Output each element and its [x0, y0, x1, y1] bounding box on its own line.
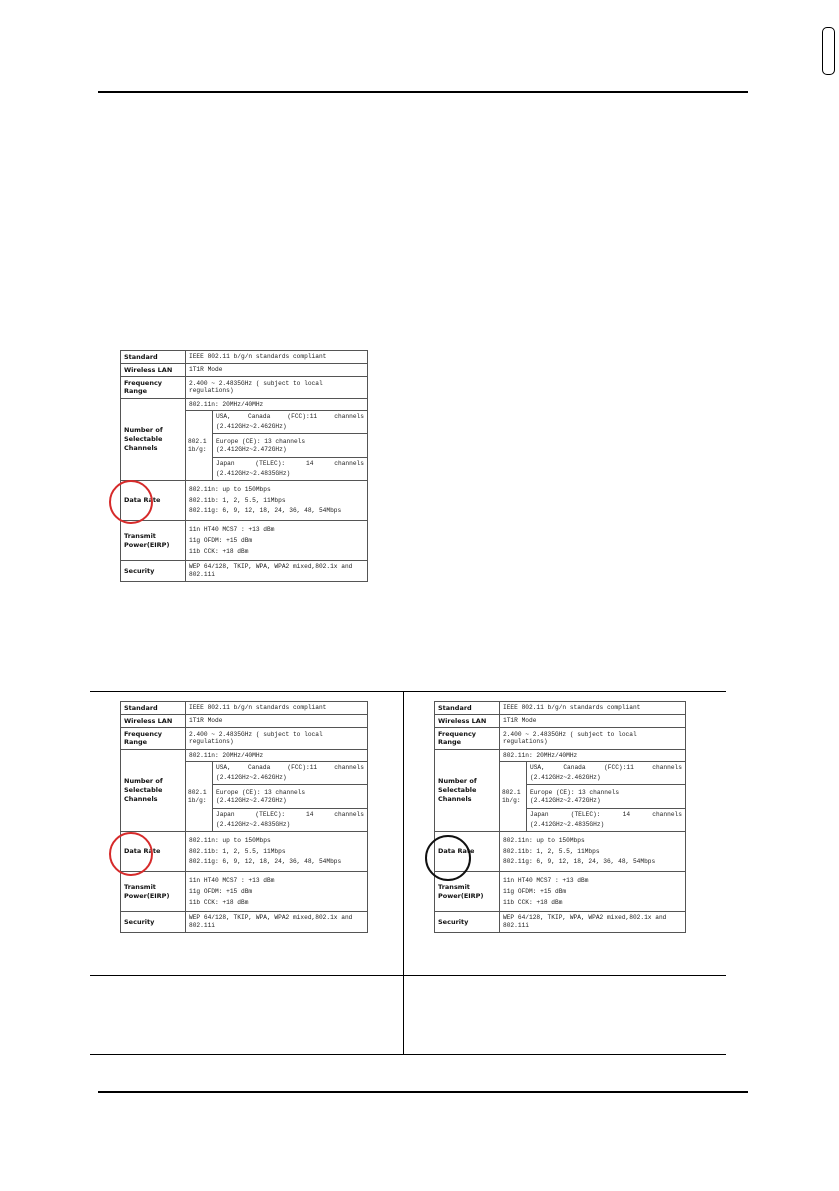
rate-11g: 802.11g: 6, 9, 12, 18, 24, 36, 48, 54Mbps: [503, 858, 656, 866]
usa-canada: Canada: [563, 764, 586, 772]
channels-bg-values: [527, 762, 685, 831]
channels-bg-label-line: 802.1: [188, 788, 207, 796]
cell-data-rate-label: Data Rate: [121, 831, 186, 871]
japan-count: 14: [305, 460, 314, 468]
cell-power-value: [186, 872, 368, 912]
channels-bg-label-line: 802.1: [502, 788, 521, 796]
japan-channels: channels: [334, 460, 364, 468]
channels-label-line: Number of: [124, 776, 163, 785]
row-standard: [435, 702, 686, 715]
rate-11g: 802.11g: 6, 9, 12, 18, 24, 36, 48, 54Mbps: [189, 507, 342, 515]
channels-japan-line: [216, 811, 364, 819]
example-image-right: [434, 701, 686, 947]
cell-security-label: Security: [435, 912, 500, 933]
row-channels: [121, 749, 368, 831]
compare-top-rule: [90, 691, 726, 692]
channels-japan: [213, 809, 367, 831]
japan-country: Japan: [216, 460, 235, 468]
row-wlan: [121, 715, 368, 728]
spec-table: [434, 701, 686, 933]
example-image-original: [120, 350, 368, 596]
row-power: [121, 872, 368, 912]
compare-divider: [403, 691, 404, 1054]
row-security: [121, 912, 368, 933]
cell-frequency-label: Frequency Range: [435, 728, 500, 749]
cell-channels-value: [186, 749, 368, 831]
cell-security-label: Security: [121, 912, 186, 933]
row-data-rate: [121, 831, 368, 871]
cell-frequency-label: Frequency Range: [121, 728, 186, 749]
usa-fcc: (FCC):11: [287, 413, 318, 421]
cell-standard-value: IEEE 802.11 b/g/n standards compliant: [500, 702, 686, 715]
usa-canada: Canada: [248, 764, 271, 772]
cell-security-value: WEP 64/128, TKIP, WPA, WPA2 mixed,802.1x and 802.11i: [186, 561, 368, 582]
cell-standard-value: IEEE 802.11 b/g/n standards compliant: [186, 351, 368, 364]
row-power: [435, 872, 686, 912]
usa-range: (2.412GHz~2.462GHz): [216, 774, 287, 781]
power-11b: 11b CCK: +18 dBm: [503, 898, 563, 906]
rate-11n: 802.11n: up to 150Mbps: [189, 836, 271, 844]
channels-japan: [527, 809, 685, 831]
power-11g: 11g OFDM: +15 dBm: [189, 887, 253, 895]
compare-bottom-rule: [90, 1054, 726, 1055]
spec-table: [120, 350, 368, 582]
channels-bg-values: [213, 762, 367, 831]
rate-11g: 802.11g: 6, 9, 12, 18, 24, 36, 48, 54Mbps: [189, 858, 342, 866]
highlight-circle-red: [109, 480, 153, 524]
rate-11n: 802.11n: up to 150Mbps: [503, 836, 585, 844]
channels-label-line: Selectable: [438, 786, 477, 795]
power-11b: 11b CCK: +18 dBm: [189, 547, 249, 555]
japan-count: 14: [305, 811, 314, 819]
japan-range: (2.412GHz~2.4835GHz): [216, 821, 291, 828]
usa-fcc: (FCC):11: [287, 764, 318, 772]
channels-bg-block: [186, 411, 367, 480]
cell-wlan-label: Wireless LAN: [121, 364, 186, 377]
power-label-line: Power(EIRP): [124, 541, 170, 550]
channels-label-line: Selectable: [124, 435, 163, 444]
usa-range: (2.412GHz~2.462GHz): [216, 423, 287, 430]
cell-frequency-value: 2.400 ~ 2.4835GHz ( subject to local regulations): [186, 377, 368, 398]
power-11n: 11n HT40 MCS7 : +13 dBm: [189, 877, 275, 884]
japan-country: Japan: [530, 811, 549, 819]
power-11g: 11g OFDM: +15 dBm: [189, 536, 253, 544]
cell-frequency-value: 2.400 ~ 2.4835GHz ( subject to local regulations): [500, 728, 686, 749]
compare-middle-rule: [90, 975, 726, 976]
channels-bg-label-line: 802.1: [188, 437, 207, 445]
header-rule: [98, 91, 748, 93]
highlight-circle-black: [425, 835, 471, 881]
channels-label-line: Channels: [438, 795, 472, 804]
channels-europe: Europe (CE): 13 channels (2.412GHz~2.472GHz): [213, 434, 367, 459]
cell-frequency-label: Frequency Range: [121, 377, 186, 398]
channels-11n: 802.11n: 20MHz/40MHz: [186, 750, 367, 763]
usa-channels: channels: [652, 764, 682, 772]
row-frequency: [121, 377, 368, 398]
cell-power-value: [500, 872, 686, 912]
usa-channels: channels: [334, 413, 364, 421]
highlight-circle-red: [109, 832, 153, 876]
channels-bg-label-line: 1b/g:: [502, 796, 521, 804]
channels-bg-values: [213, 411, 367, 480]
channels-bg-label-line: 1b/g:: [188, 445, 207, 453]
cell-standard-label: Standard: [121, 702, 186, 715]
row-channels: [435, 749, 686, 831]
row-channels: [121, 398, 368, 480]
page-edge-tab: [822, 27, 835, 75]
power-11b: 11b CCK: +18 dBm: [189, 898, 249, 906]
power-label-line: Transmit: [124, 532, 156, 540]
row-wlan: [435, 715, 686, 728]
cell-security-label: Security: [121, 561, 186, 582]
channels-japan: [213, 458, 367, 480]
japan-telec: (TELEC):: [255, 460, 286, 468]
cell-standard-value: IEEE 802.11 b/g/n standards compliant: [186, 702, 368, 715]
japan-channels: channels: [652, 811, 682, 819]
power-11n: 11n HT40 MCS7 : +13 dBm: [503, 877, 589, 884]
channels-11n: 802.11n: 20MHz/40MHz: [500, 750, 685, 763]
channels-label-line: Channels: [124, 444, 158, 453]
cell-channels-label: [121, 398, 186, 480]
japan-channels: channels: [334, 811, 364, 819]
cell-channels-value: [500, 749, 686, 831]
channels-label-line: Number of: [124, 425, 163, 434]
channels-11n: 802.11n: 20MHz/40MHz: [186, 399, 367, 412]
channels-usa: [527, 762, 685, 785]
usa-country: USA,: [216, 413, 231, 421]
rate-11b: 802.11b: 1, 2, 5.5, 11Mbps: [189, 847, 286, 855]
channels-bg-block: [500, 762, 685, 831]
cell-data-rate-value: [186, 831, 368, 871]
cell-channels-label: [121, 749, 186, 831]
power-label-line: Power(EIRP): [124, 892, 170, 901]
channels-usa: [213, 411, 367, 434]
row-wlan: [121, 364, 368, 377]
cell-channels-value: [186, 398, 368, 480]
channels-bg-block: [186, 762, 367, 831]
power-label-line: Power(EIRP): [438, 892, 484, 901]
cell-data-rate-value: [500, 831, 686, 871]
row-security: [435, 912, 686, 933]
footer-rule: [98, 1091, 748, 1093]
cell-power-label: [121, 521, 186, 561]
power-11n: 11n HT40 MCS7 : +13 dBm: [189, 526, 275, 533]
row-data-rate: [435, 831, 686, 871]
usa-country: USA,: [216, 764, 231, 772]
rate-11b: 802.11b: 1, 2, 5.5, 11Mbps: [503, 847, 600, 855]
channels-bg-label-line: 1b/g:: [188, 796, 207, 804]
japan-range: (2.412GHz~2.4835GHz): [530, 821, 605, 828]
channels-japan-line: [216, 460, 364, 468]
cell-data-rate-value: [186, 480, 368, 520]
channels-label-line: Number of: [438, 776, 477, 785]
cell-data-rate-label: Data Rate: [121, 480, 186, 520]
cell-wlan-label: Wireless LAN: [435, 715, 500, 728]
channels-usa-line: [216, 413, 364, 421]
cell-frequency-value: 2.400 ~ 2.4835GHz ( subject to local regulations): [186, 728, 368, 749]
row-security: [121, 561, 368, 582]
row-frequency: [435, 728, 686, 749]
cell-channels-label: [435, 749, 500, 831]
example-image-left: [120, 701, 368, 947]
cell-power-label: [121, 872, 186, 912]
usa-fcc: (FCC):11: [604, 764, 634, 772]
power-label-line: Transmit: [124, 883, 156, 891]
usa-canada: Canada: [248, 413, 271, 421]
cell-security-value: WEP 64/128, TKIP, WPA, WPA2 mixed,802.1x and 802.11i: [500, 912, 686, 933]
power-11g: 11g OFDM: +15 dBm: [503, 887, 567, 895]
japan-count: 14: [622, 811, 631, 819]
japan-range: (2.412GHz~2.4835GHz): [216, 470, 291, 477]
usa-country: USA,: [530, 764, 545, 772]
row-data-rate: [121, 480, 368, 520]
cell-data-rate-label: Data Rate: [435, 831, 500, 871]
power-label-line: Transmit: [438, 883, 470, 891]
japan-telec: (TELEC):: [570, 811, 601, 819]
channels-usa-line: [530, 764, 682, 772]
channels-usa-line: [216, 764, 364, 772]
cell-security-value: WEP 64/128, TKIP, WPA, WPA2 mixed,802.1x and 802.11i: [186, 912, 368, 933]
row-frequency: [121, 728, 368, 749]
channels-europe: Europe (CE): 13 channels (2.412GHz~2.472GHz): [213, 785, 367, 810]
rate-11n: 802.11n: up to 150Mbps: [189, 485, 271, 493]
japan-telec: (TELEC):: [255, 811, 286, 819]
row-power: [121, 521, 368, 561]
channels-label-line: Selectable: [124, 786, 163, 795]
usa-channels: channels: [334, 764, 364, 772]
channels-japan-line: [530, 811, 682, 819]
channels-bg-label: [500, 762, 527, 831]
channels-bg-label: [186, 411, 213, 480]
cell-standard-label: Standard: [121, 351, 186, 364]
rate-11b: 802.11b: 1, 2, 5.5, 11Mbps: [189, 496, 286, 504]
japan-country: Japan: [216, 811, 235, 819]
row-standard: [121, 351, 368, 364]
usa-range: (2.412GHz~2.462GHz): [530, 774, 601, 781]
row-standard: [121, 702, 368, 715]
cell-standard-label: Standard: [435, 702, 500, 715]
spec-table: [120, 701, 368, 933]
channels-usa: [213, 762, 367, 785]
cell-wlan-value: 1T1R Mode: [186, 364, 368, 377]
channels-europe: Europe (CE): 13 channels (2.412GHz~2.472GHz): [527, 785, 685, 810]
cell-wlan-label: Wireless LAN: [121, 715, 186, 728]
cell-wlan-value: 1T1R Mode: [500, 715, 686, 728]
cell-power-value: [186, 521, 368, 561]
channels-bg-label: [186, 762, 213, 831]
cell-wlan-value: 1T1R Mode: [186, 715, 368, 728]
channels-label-line: Channels: [124, 795, 158, 804]
